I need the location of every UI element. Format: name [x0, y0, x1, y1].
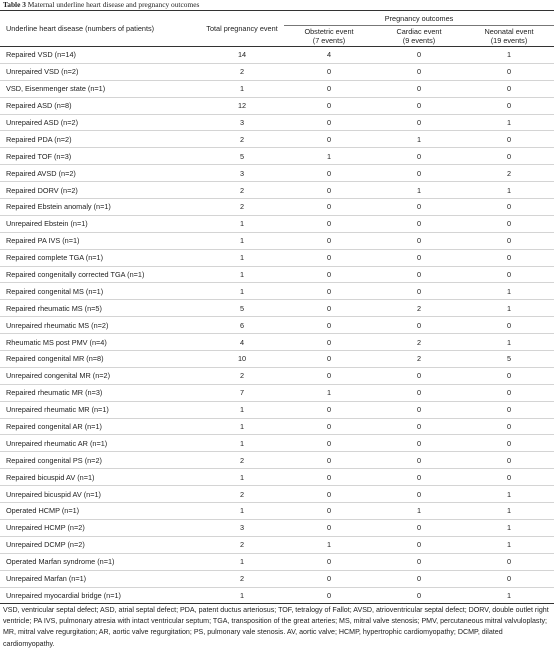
cell-disease: Unrepaired rheumatic MS (n=2) [6, 320, 109, 330]
cell-cardiac: 0 [416, 67, 422, 77]
cell-obstetric: 0 [326, 320, 332, 330]
cell-disease: Repaired ASD (n=8) [6, 101, 72, 111]
cell-cardiac: 0 [416, 151, 422, 161]
cell-obstetric: 0 [326, 134, 332, 144]
table-row [0, 148, 554, 165]
cell-disease: Repaired congenitally corrected TGA (n=1) [6, 270, 145, 280]
table-row [0, 503, 554, 520]
cell-obstetric: 0 [326, 574, 332, 584]
cell-disease: Unrepaired rheumatic AR (n=1) [6, 438, 108, 448]
cell-cardiac: 2 [416, 354, 422, 364]
cell-neonatal: 0 [506, 270, 512, 280]
table-title: Maternal underline heart disease and pregnancy outcomes [27, 0, 200, 9]
outcomes-table [0, 10, 554, 604]
table-row [0, 97, 554, 114]
header-cardiac-count: (9 events) [402, 36, 436, 45]
cell-neonatal: 0 [506, 202, 512, 212]
cell-disease: Unrepaired DCMP (n=2) [6, 540, 85, 550]
cell-cardiac: 0 [416, 270, 422, 280]
cell-obstetric: 1 [326, 540, 332, 550]
cell-neonatal: 1 [506, 286, 512, 296]
table-row [0, 452, 554, 469]
cell-disease: VSD, Eisenmenger state (n=1) [6, 84, 106, 94]
cell-cardiac: 0 [416, 540, 422, 550]
cell-neonatal: 1 [506, 337, 512, 347]
table-row [0, 80, 554, 97]
cell-cardiac: 0 [416, 523, 422, 533]
table-row [0, 266, 554, 283]
cell-obstetric: 0 [326, 371, 332, 381]
cell-cardiac: 2 [416, 303, 422, 313]
cell-total: 1 [239, 270, 245, 280]
table-caption [3, 0, 199, 10]
cell-cardiac: 0 [416, 118, 422, 127]
cell-total: 2 [239, 134, 245, 144]
header-cardiac-name: Cardiac event [396, 26, 442, 36]
header-outcomes-group: Pregnancy outcomes [284, 11, 554, 26]
cell-neonatal: 1 [506, 506, 512, 516]
cell-total: 1 [239, 219, 245, 229]
cell-disease: Operated Marfan syndrome (n=1) [6, 557, 115, 567]
cell-cardiac: 1 [416, 506, 422, 516]
cell-cardiac: 0 [416, 388, 422, 398]
cell-disease: Unrepaired VSD (n=2) [6, 67, 79, 77]
cell-total: 1 [239, 590, 245, 600]
cell-cardiac: 0 [416, 371, 422, 381]
table-row [0, 486, 554, 503]
cell-neonatal: 0 [506, 388, 512, 398]
cell-obstetric: 0 [326, 185, 332, 195]
cell-neonatal: 1 [506, 590, 512, 600]
cell-total: 12 [237, 101, 247, 111]
header-cardiac [374, 26, 464, 47]
cell-disease: Repaired complete TGA (n=1) [6, 253, 104, 263]
table-row [0, 199, 554, 216]
cell-disease: Unrepaired myocardial bridge (n=1) [6, 590, 121, 600]
cell-neonatal: 0 [506, 371, 512, 381]
cell-cardiac: 0 [416, 455, 422, 465]
cell-disease: Repaired rheumatic MS (n=5) [6, 303, 102, 313]
cell-neonatal: 0 [506, 236, 512, 246]
cell-disease: Repaired TOF (n=3) [6, 151, 72, 161]
header-neonatal-count: (19 events) [490, 36, 528, 45]
cell-neonatal: 0 [506, 574, 512, 584]
cell-disease: Repaired PA IVS (n=1) [6, 236, 80, 246]
header-neonatal-name: Neonatal event [484, 26, 534, 36]
cell-obstetric: 0 [326, 506, 332, 516]
cell-obstetric: 1 [326, 151, 332, 161]
cell-total: 2 [239, 489, 245, 499]
cell-obstetric: 0 [326, 286, 332, 296]
table-row [0, 351, 554, 368]
cell-obstetric: 0 [326, 253, 332, 263]
cell-neonatal: 0 [506, 472, 512, 482]
cell-neonatal: 1 [506, 303, 512, 313]
cell-cardiac: 0 [416, 286, 422, 296]
cell-cardiac: 0 [416, 253, 422, 263]
cell-obstetric: 0 [326, 84, 332, 94]
cell-total: 2 [239, 202, 245, 212]
cell-obstetric: 0 [326, 557, 332, 567]
cell-neonatal: 1 [506, 185, 512, 195]
cell-disease: Repaired Ebstein anomaly (n=1) [6, 202, 111, 212]
cell-total: 4 [239, 337, 245, 347]
cell-disease: Repaired AVSD (n=2) [6, 168, 76, 178]
table-header [0, 11, 554, 47]
table-row [0, 367, 554, 384]
cell-disease: Unrepaired ASD (n=2) [6, 118, 78, 127]
header-neonatal [464, 26, 554, 47]
cell-cardiac: 0 [416, 557, 422, 567]
cell-neonatal: 0 [506, 557, 512, 567]
cell-cardiac: 0 [416, 320, 422, 330]
cell-total: 1 [239, 253, 245, 263]
cell-total: 2 [239, 371, 245, 381]
cell-obstetric: 0 [326, 67, 332, 77]
cell-total: 5 [239, 303, 245, 313]
cell-obstetric: 0 [326, 303, 332, 313]
cell-cardiac: 0 [416, 472, 422, 482]
table-row [0, 249, 554, 266]
cell-neonatal: 1 [506, 50, 512, 60]
cell-cardiac: 0 [416, 50, 422, 60]
cell-obstetric: 0 [326, 202, 332, 212]
header-obstetric-count: (7 events) [312, 36, 346, 45]
table-row [0, 47, 554, 64]
cell-obstetric: 0 [326, 405, 332, 415]
cell-obstetric: 0 [326, 101, 332, 111]
cell-cardiac: 1 [416, 134, 422, 144]
cell-disease: Repaired congenital MR (n=8) [6, 354, 104, 364]
cell-total: 2 [239, 67, 245, 77]
cell-obstetric: 0 [326, 337, 332, 347]
cell-obstetric: 0 [326, 590, 332, 600]
table-row [0, 165, 554, 182]
cell-total: 5 [239, 151, 245, 161]
cell-total: 1 [239, 557, 245, 567]
cell-neonatal: 1 [506, 489, 512, 499]
cell-total: 2 [239, 574, 245, 584]
cell-neonatal: 0 [506, 253, 512, 263]
cell-disease: Repaired congenital MS (n=1) [6, 286, 104, 296]
table-row [0, 536, 554, 553]
cell-disease: Repaired congenital PS (n=2) [6, 455, 102, 465]
cell-obstetric: 1 [326, 388, 332, 398]
cell-obstetric: 0 [326, 489, 332, 499]
table-body [0, 47, 554, 604]
cell-obstetric: 0 [326, 472, 332, 482]
cell-disease: Repaired rheumatic MR (n=3) [6, 388, 103, 398]
cell-neonatal: 0 [506, 219, 512, 229]
cell-total: 2 [239, 455, 245, 465]
cell-neonatal: 0 [506, 405, 512, 415]
cell-total: 1 [239, 422, 245, 432]
cell-total: 1 [239, 405, 245, 415]
cell-neonatal: 5 [506, 354, 512, 364]
cell-disease: Unrepaired Ebstein (n=1) [6, 219, 88, 229]
header-disease: Underline heart disease (numbers of patients) [6, 24, 155, 33]
cell-disease: Repaired bicuspid AV (n=1) [6, 472, 95, 482]
cell-total: 1 [239, 286, 245, 296]
cell-neonatal: 0 [506, 320, 512, 330]
cell-total: 1 [239, 472, 245, 482]
cell-obstetric: 4 [326, 50, 332, 60]
cell-obstetric: 0 [326, 523, 332, 533]
cell-neonatal: 0 [506, 101, 512, 111]
cell-disease: Repaired DORV (n=2) [6, 185, 78, 195]
cell-neonatal: 0 [506, 67, 512, 77]
cell-total: 3 [239, 118, 245, 127]
table-row [0, 519, 554, 536]
table-row [0, 131, 554, 148]
cell-neonatal: 1 [506, 118, 512, 127]
cell-cardiac: 0 [416, 438, 422, 448]
table-row [0, 283, 554, 300]
table-row [0, 469, 554, 486]
cell-cardiac: 0 [416, 219, 422, 229]
table-footnote: VSD, ventricular septal defect; ASD, atrial septal defect; PDA, patent ductus arteriosus; TOF, tetralogy of Fallot; AVSD, atrioventricular septal defect; DORV, double outlet right ventricle; PA IVS, pulmonary atresia with intact ventricular septum; TGA, transposition of the great arteries; MS, mitral valve stenosis; PMV, percutaneous mitral valvuloplasty; MR, mitral valve regurgitation; AR, aortic valve regurgitation; PS, pulmonary vale stenosis. AV, aortic valve; HCMP, hypertrophic cardiomyopathy; DCMP, dilated cardiomyopathy. [3, 606, 549, 648]
cell-total: 14 [237, 50, 247, 60]
cell-total: 1 [239, 84, 245, 94]
header-total: Total pregnancy event [206, 24, 278, 33]
cell-neonatal: 1 [506, 540, 512, 550]
cell-total: 6 [239, 320, 245, 330]
cell-disease: Repaired congenital AR (n=1) [6, 422, 102, 432]
table-row [0, 215, 554, 232]
cell-neonatal: 1 [506, 523, 512, 533]
table-row [0, 182, 554, 199]
table-row [0, 63, 554, 80]
table-label: Table 3 [3, 0, 26, 9]
cell-obstetric: 0 [326, 455, 332, 465]
cell-cardiac: 0 [416, 489, 422, 499]
cell-disease: Unrepaired HCMP (n=2) [6, 523, 85, 533]
cell-neonatal: 0 [506, 422, 512, 432]
cell-total: 2 [239, 185, 245, 195]
cell-cardiac: 0 [416, 574, 422, 584]
cell-obstetric: 0 [326, 270, 332, 280]
cell-total: 2 [239, 540, 245, 550]
table-row [0, 300, 554, 317]
cell-obstetric: 0 [326, 118, 332, 127]
table-row [0, 418, 554, 435]
table-row [0, 232, 554, 249]
cell-cardiac: 1 [416, 185, 422, 195]
cell-cardiac: 0 [416, 422, 422, 432]
cell-neonatal: 0 [506, 455, 512, 465]
header-obstetric-name: Obstetric event [304, 26, 354, 36]
cell-cardiac: 0 [416, 168, 422, 178]
cell-neonatal: 0 [506, 438, 512, 448]
cell-cardiac: 0 [416, 405, 422, 415]
table-row [0, 114, 554, 131]
cell-disease: Unrepaired bicuspid AV (n=1) [6, 489, 101, 499]
table-row [0, 334, 554, 351]
cell-obstetric: 0 [326, 422, 332, 432]
cell-obstetric: 0 [326, 438, 332, 448]
cell-disease: Unrepaired rheumatic MR (n=1) [6, 405, 109, 415]
cell-total: 1 [239, 438, 245, 448]
cell-cardiac: 0 [416, 101, 422, 111]
table-row [0, 401, 554, 418]
cell-neonatal: 0 [506, 84, 512, 94]
cell-total: 1 [239, 236, 245, 246]
cell-disease: Repaired VSD (n=14) [6, 50, 76, 60]
cell-cardiac: 2 [416, 337, 422, 347]
table-row [0, 553, 554, 570]
table-row [0, 587, 554, 604]
cell-disease: Repaired PDA (n=2) [6, 134, 72, 144]
header-obstetric [284, 26, 374, 47]
table-row [0, 317, 554, 334]
cell-disease: Unrepaired congenital MR (n=2) [6, 371, 111, 381]
cell-disease: Unrepaired Marfan (n=1) [6, 574, 87, 584]
cell-total: 10 [237, 354, 247, 364]
table-row [0, 570, 554, 587]
cell-neonatal: 0 [506, 151, 512, 161]
cell-total: 7 [239, 388, 245, 398]
table-row [0, 384, 554, 401]
cell-total: 3 [239, 523, 245, 533]
cell-neonatal: 2 [506, 168, 512, 178]
cell-cardiac: 0 [416, 84, 422, 94]
cell-neonatal: 0 [506, 134, 512, 144]
cell-cardiac: 0 [416, 236, 422, 246]
table-row [0, 435, 554, 452]
cell-cardiac: 0 [416, 202, 422, 212]
cell-disease: Rheumatic MS post PMV (n=4) [6, 337, 107, 347]
cell-obstetric: 0 [326, 236, 332, 246]
cell-obstetric: 0 [326, 354, 332, 364]
cell-cardiac: 0 [416, 590, 422, 600]
cell-obstetric: 0 [326, 168, 332, 178]
cell-obstetric: 0 [326, 219, 332, 229]
cell-total: 3 [239, 168, 245, 178]
cell-total: 1 [239, 506, 245, 516]
cell-disease: Operated HCMP (n=1) [6, 506, 80, 516]
